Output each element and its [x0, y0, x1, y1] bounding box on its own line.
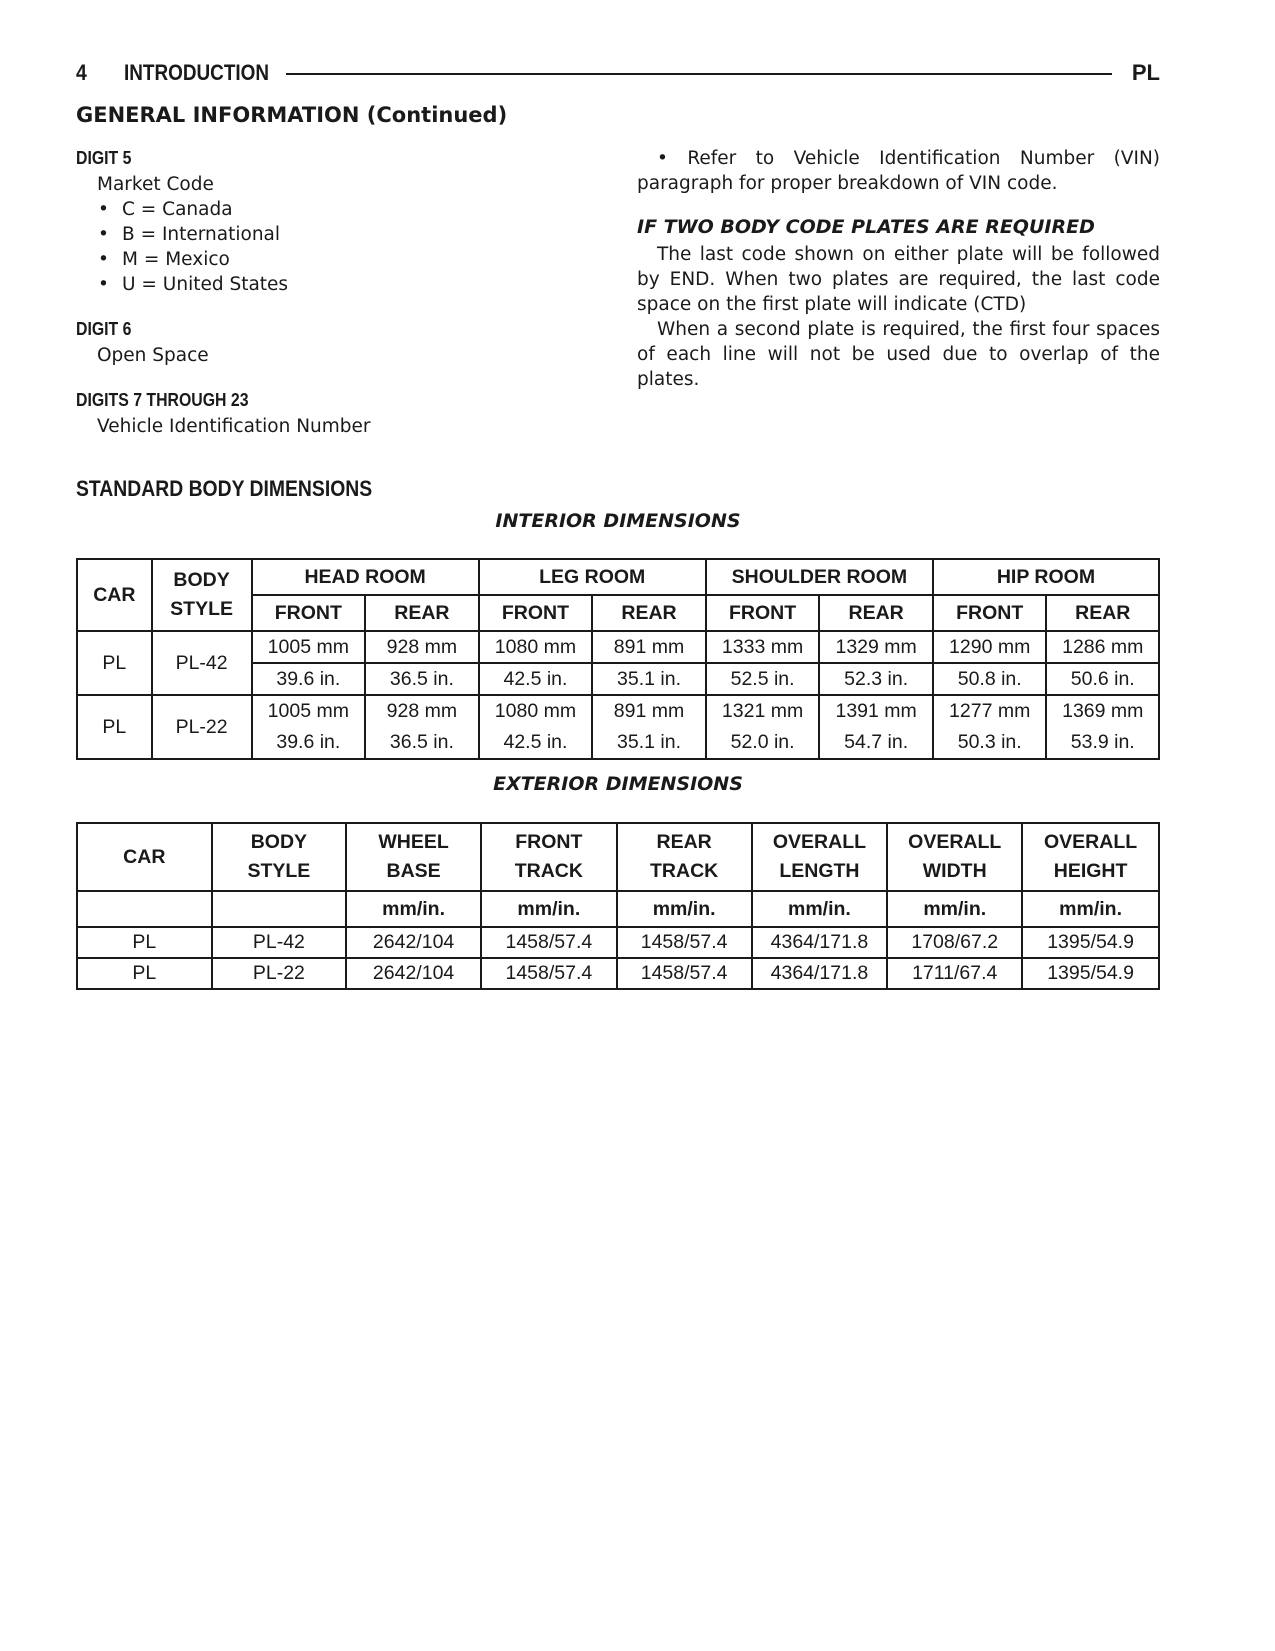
front-header: FRONT — [252, 595, 366, 631]
table-cell: 4364/171.8 — [752, 927, 888, 958]
rear-header: REAR — [1046, 595, 1159, 631]
table-cell: 52.3 in. — [819, 663, 933, 695]
rear-header: REAR — [365, 595, 479, 631]
table-cell: 50.3 in. — [933, 727, 1047, 759]
table-cell: 891 mm — [592, 631, 706, 663]
table-cell: 54.7 in. — [819, 727, 933, 759]
table-cell: 39.6 in. — [252, 663, 366, 695]
table-cell: 1458/57.4 — [481, 958, 617, 989]
table-cell: 42.5 in. — [479, 727, 593, 759]
table-cell: PL — [77, 958, 212, 989]
hip-room-header: HIP ROOM — [933, 559, 1159, 595]
unit-cell: mm/in. — [1022, 891, 1159, 927]
table-cell: 2642/104 — [346, 927, 481, 958]
table-cell: 42.5 in. — [479, 663, 593, 695]
body-style-header: BODY STYLE — [152, 559, 252, 631]
exterior-caption: EXTERIOR DIMENSIONS — [493, 773, 743, 795]
section-title: INTRODUCTION — [124, 60, 270, 85]
car-header: CAR — [77, 559, 152, 631]
page-number: 4 — [76, 60, 87, 85]
general-info-title: GENERAL INFORMATION (Continued) — [76, 103, 508, 127]
table-cell: 2642/104 — [346, 958, 481, 989]
table-cell: 53.9 in. — [1046, 727, 1159, 759]
digit6-label: Open Space — [97, 345, 209, 366]
table-cell: 1286 mm — [1046, 631, 1159, 663]
overall-length-header: OVERALL LENGTH — [752, 823, 888, 891]
table-cell: 52.0 in. — [706, 727, 820, 759]
table-cell: PL-22 — [152, 695, 252, 759]
table-cell: 39.6 in. — [252, 727, 366, 759]
wheel-base-header: WHEEL BASE — [346, 823, 481, 891]
front-header: FRONT — [706, 595, 820, 631]
table-cell: PL — [77, 927, 212, 958]
front-header: FRONT — [479, 595, 593, 631]
body-style-header: BODY STYLE — [212, 823, 347, 891]
unit-cell: mm/in. — [617, 891, 752, 927]
exterior-dimensions-table — [76, 822, 1160, 990]
table-cell: 928 mm — [365, 695, 479, 727]
table-cell: 1458/57.4 — [617, 927, 752, 958]
table-cell: 50.8 in. — [933, 663, 1047, 695]
table-cell: 1333 mm — [706, 631, 820, 663]
rear-track-header: REAR TRACK — [617, 823, 752, 891]
table-cell: 1329 mm — [819, 631, 933, 663]
unit-cell: mm/in. — [887, 891, 1022, 927]
digit5-label: Market Code — [97, 174, 214, 195]
front-track-header: FRONT TRACK — [481, 823, 617, 891]
table-cell: 36.5 in. — [365, 727, 479, 759]
table-cell: 1395/54.9 — [1022, 958, 1159, 989]
table-cell: 1708/67.2 — [887, 927, 1022, 958]
car-header: CAR — [77, 823, 212, 891]
table-cell: 1290 mm — [933, 631, 1047, 663]
interior-dimensions-table — [76, 558, 1160, 760]
standard-dimensions-title: STANDARD BODY DIMENSIONS — [76, 476, 373, 501]
rear-header: REAR — [819, 595, 933, 631]
unit-cell: mm/in. — [481, 891, 617, 927]
list-item: • M = Mexico — [76, 247, 556, 272]
header-rule — [286, 73, 1112, 75]
two-plates-heading: IF TWO BODY CODE PLATES ARE REQUIRED — [637, 216, 1095, 238]
table-cell: 4364/171.8 — [752, 958, 888, 989]
table-cell: PL-42 — [212, 927, 347, 958]
overall-height-header: OVERALL HEIGHT — [1022, 823, 1159, 891]
list-item: • C = Canada — [76, 197, 556, 222]
interior-caption: INTERIOR DIMENSIONS — [495, 510, 741, 532]
front-header: FRONT — [933, 595, 1047, 631]
table-cell: 1458/57.4 — [481, 927, 617, 958]
table-cell: 52.5 in. — [706, 663, 820, 695]
table-row — [77, 927, 1159, 958]
page-header — [76, 60, 1160, 90]
digit5-heading: DIGIT 5 — [76, 148, 132, 168]
table-row — [77, 631, 1159, 663]
table-cell: 50.6 in. — [1046, 663, 1159, 695]
table-cell: 1080 mm — [479, 695, 593, 727]
table-cell: 891 mm — [592, 695, 706, 727]
head-room-header: HEAD ROOM — [252, 559, 479, 595]
leg-room-header: LEG ROOM — [479, 559, 706, 595]
table-cell: 1321 mm — [706, 695, 820, 727]
table-cell: PL-42 — [152, 631, 252, 695]
unit-cell — [212, 891, 347, 927]
list-item: • B = International — [76, 222, 556, 247]
unit-cell: mm/in. — [752, 891, 888, 927]
table-cell: 35.1 in. — [592, 727, 706, 759]
right-column — [637, 146, 1160, 392]
table-cell: 1005 mm — [252, 631, 366, 663]
digit7-heading: DIGITS 7 THROUGH 23 — [76, 390, 249, 410]
rear-header: REAR — [592, 595, 706, 631]
table-cell: PL-22 — [212, 958, 347, 989]
list-item: • U = United States — [76, 272, 556, 297]
table-cell: 36.5 in. — [365, 663, 479, 695]
left-column — [76, 148, 556, 439]
table-cell: 1395/54.9 — [1022, 927, 1159, 958]
unit-cell: mm/in. — [346, 891, 481, 927]
two-plates-para2: When a second plate is required, the first four spaces of each line will not be used due to overlap of the plates. — [637, 319, 1160, 390]
unit-cell — [77, 891, 212, 927]
table-cell: PL — [77, 695, 152, 759]
digit6-heading: DIGIT 6 — [76, 319, 132, 339]
table-cell: 1005 mm — [252, 695, 366, 727]
table-cell: 35.1 in. — [592, 663, 706, 695]
table-cell: 1458/57.4 — [617, 958, 752, 989]
table-cell: PL — [77, 631, 152, 695]
table-cell: 1711/67.4 — [887, 958, 1022, 989]
digit7-label: Vehicle Identification Number — [97, 416, 371, 437]
table-row — [77, 958, 1159, 989]
table-cell: 1080 mm — [479, 631, 593, 663]
overall-width-header: OVERALL WIDTH — [887, 823, 1022, 891]
vin-bullet: • Refer to Vehicle Identification Number (VIN) paragraph for proper breakdown of VIN code. — [637, 148, 1160, 194]
shoulder-room-header: SHOULDER ROOM — [706, 559, 933, 595]
table-cell: 928 mm — [365, 631, 479, 663]
model-code: PL — [1131, 60, 1160, 85]
two-plates-para1: The last code shown on either plate will be followed by END. When two plates are required, the last code space on the first plate will indicate (CTD) — [637, 244, 1160, 315]
table-cell: 1369 mm — [1046, 695, 1159, 727]
table-row — [77, 695, 1159, 727]
table-cell: 1277 mm — [933, 695, 1047, 727]
table-cell: 1391 mm — [819, 695, 933, 727]
